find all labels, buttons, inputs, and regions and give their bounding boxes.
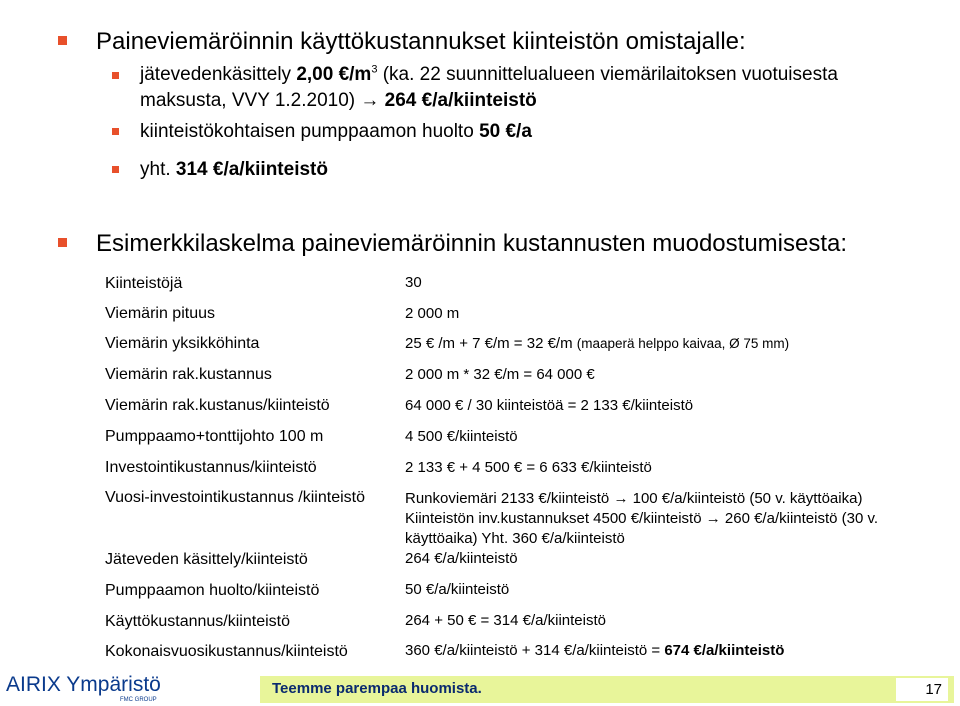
row-label: Pumppaamo+tonttijohto 100 m [105, 428, 324, 445]
logo-subtitle: FMC GROUP [120, 697, 157, 703]
company-logo: AIRIX Ympäristö [6, 673, 161, 696]
row-label: Jäteveden käsittely/kiinteistö [105, 551, 308, 568]
bullet-icon [112, 128, 119, 135]
row-value: 2 133 € + 4 500 € = 6 633 €/kiinteistö [405, 459, 652, 476]
row-value: 30 [405, 274, 422, 291]
text: 2,00 €/m [296, 64, 372, 85]
text: 50 €/a [479, 121, 532, 142]
page-number: 17 [896, 678, 948, 701]
text: kiinteistökohtaisen pumppaamon huolto [140, 121, 480, 142]
text: käyttöaika) Yht. 360 €/a/kiinteistö [405, 530, 625, 547]
text: 674 €/a/kiinteistö [664, 642, 785, 659]
item-total [140, 159, 328, 181]
footer-bar [260, 676, 954, 703]
row-label: Viemärin yksikköhinta [105, 335, 260, 352]
row-label: Kokonaisvuosikustannus/kiinteistö [105, 643, 348, 660]
item-maintenance [140, 121, 532, 143]
text: (ka. 22 suunnittelualueen viemärilaitoksen vuotuisesta [377, 64, 838, 85]
text: 264 €/a/kiinteistö [384, 90, 537, 111]
row-value: 2 000 m * 32 €/m = 64 000 € [405, 366, 595, 383]
text: 314 €/a/kiinteistö [175, 159, 328, 180]
item-wastewater [140, 64, 838, 86]
row-value: 64 000 € / 30 kiinteistöä = 2 133 €/kiinteistö [405, 397, 694, 414]
text: maksusta, VVY 1.2.2010) → [140, 90, 385, 111]
bullet-icon [58, 238, 67, 247]
text: Kiinteistön inv.kustannukset 4500 €/kiinteistö → 260 €/a/kiinteistö (30 v. [405, 510, 879, 527]
row-value: 264 + 50 € = 314 €/a/kiinteistö [405, 612, 606, 629]
bullet-icon [112, 72, 119, 79]
bullet-icon [58, 36, 67, 45]
text: Runkoviemäri 2133 €/kiinteistö → 100 €/a/kiinteistö (50 v. käyttöaika) [405, 490, 863, 507]
item-wastewater-line2 [140, 90, 537, 112]
row-value: 4 500 €/kiinteistö [405, 428, 518, 445]
note: (maaperä helppo kaivaa, Ø 75 mm) [576, 336, 790, 351]
section2-title: Esimerkkilaskelma paineviemäröinnin kustannusten muodostumisesta: [96, 230, 848, 257]
text: jätevedenkäsittely [140, 64, 297, 85]
row-value [405, 335, 789, 352]
row-label: Viemärin rak.kustannus [105, 366, 272, 383]
row-value: 50 €/a/kiinteistö [405, 581, 510, 598]
row-label: Käyttökustannus/kiinteistö [105, 613, 290, 630]
slogan: Teemme parempaa huomista. [272, 680, 482, 697]
row-label: Pumppaamon huolto/kiinteistö [105, 582, 320, 599]
row-value [405, 642, 784, 659]
row-value-multiline [405, 489, 878, 549]
text: 360 €/a/kiinteistö + 314 €/a/kiinteistö = [405, 642, 665, 659]
text: 25 € /m + 7 €/m = 32 €/m [405, 335, 573, 352]
row-label: Viemärin rak.kustanus/kiinteistö [105, 397, 330, 414]
row-label: Vuosi-investointikustannus /kiinteistö [105, 489, 365, 506]
row-value: 2 000 m [405, 305, 460, 322]
row-label: Kiinteistöjä [105, 275, 183, 292]
row-label: Viemärin pituus [105, 305, 215, 322]
text: yht. [140, 159, 176, 180]
section1-title: Paineviemäröinnin käyttökustannukset kiinteistön omistajalle: [96, 28, 746, 55]
bullet-icon [112, 166, 119, 173]
row-value: 264 €/a/kiinteistö [405, 550, 518, 567]
text: 3 [371, 63, 378, 76]
row-label: Investointikustannus/kiinteistö [105, 459, 317, 476]
